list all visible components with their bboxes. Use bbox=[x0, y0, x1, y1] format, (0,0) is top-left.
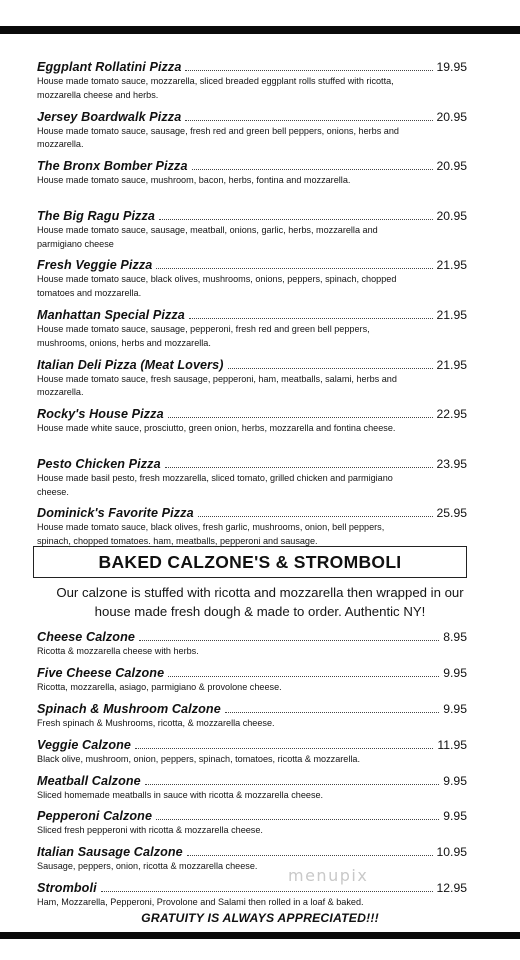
item-name: Cheese Calzone bbox=[37, 630, 135, 644]
item-description: Sausage, peppers, onion, ricotta & mozzarella cheese. bbox=[37, 861, 258, 872]
menu-item bbox=[37, 305, 467, 355]
calzone-list bbox=[37, 627, 467, 914]
menu-item bbox=[37, 355, 467, 405]
dot-leader bbox=[187, 855, 433, 856]
item-price: 20.95 bbox=[436, 109, 467, 124]
item-name: Meatball Calzone bbox=[37, 773, 141, 788]
menu-item bbox=[37, 454, 467, 504]
item-price: 9.95 bbox=[443, 701, 467, 716]
item-description: House made tomato sauce, sausage, meatball, onions, garlic, herbs, mozzarella and parmigiano cheese bbox=[37, 224, 378, 249]
item-name: Manhattan Special Pizza bbox=[37, 307, 185, 322]
item-name: The Big Ragu Pizza bbox=[37, 208, 155, 223]
item-price: 22.95 bbox=[436, 407, 467, 422]
footer-note: GRATUITY IS ALWAYS APPRECIATED!!! bbox=[141, 911, 379, 925]
item-description: House made tomato sauce, sausage, pepperoni, fresh red and green bell peppers, mushrooms, onions, herbs and mozzarella. bbox=[37, 323, 370, 348]
item-price: 11.95 bbox=[437, 737, 467, 752]
item-description: House made tomato sauce, fresh sausage, pepperoni, ham, meatballs, salami, herbs and mozzarella. bbox=[37, 373, 397, 398]
dot-leader bbox=[156, 268, 432, 269]
item-name: The Bronx Bomber Pizza bbox=[37, 159, 188, 174]
item-price: 19.95 bbox=[436, 60, 467, 74]
item-name: Eggplant Rollatini Pizza bbox=[37, 60, 182, 74]
item-description: Ham, Mozzarella, Pepperoni, Provolone and Salami then rolled in a loaf & baked. bbox=[37, 897, 364, 908]
dot-leader bbox=[225, 712, 439, 713]
item-name: Fresh Veggie Pizza bbox=[37, 258, 153, 273]
bottom-border-bar bbox=[0, 932, 520, 939]
item-description: Fresh spinach & Mushrooms, ricotta, & mozzarella cheese. bbox=[37, 717, 275, 728]
item-description: Black olive, mushroom, onion, peppers, spinach, tomatoes, ricotta & mozzarella. bbox=[37, 753, 360, 764]
dot-leader bbox=[156, 819, 439, 820]
dot-leader bbox=[145, 784, 439, 785]
item-name: Veggie Calzone bbox=[37, 737, 132, 752]
pizza-list bbox=[37, 57, 467, 553]
item-name: Rocky's House Pizza bbox=[37, 407, 164, 422]
item-price: 8.95 bbox=[443, 630, 467, 644]
item-description: House made tomato sauce, mozzarella, sliced breaded eggplant rolls stuffed with ricotta, mozzarella cheese and herbs. bbox=[37, 76, 394, 100]
item-description: House made tomato sauce, mushroom, bacon, herbs, fontina and mozzarella. bbox=[37, 175, 351, 186]
item-price: 23.95 bbox=[436, 456, 467, 471]
item-price: 21.95 bbox=[436, 357, 467, 372]
section-intro bbox=[20, 584, 500, 621]
menu-item bbox=[37, 404, 467, 454]
item-name: Dominick's Favorite Pizza bbox=[37, 506, 194, 521]
menu-item bbox=[37, 156, 467, 206]
item-price: 10.95 bbox=[436, 845, 467, 860]
item-price: 21.95 bbox=[436, 307, 467, 322]
item-description: Ricotta, mozzarella, asiago, parmigiano & provolone cheese. bbox=[37, 681, 282, 692]
item-description: Ricotta & mozzarella cheese with herbs. bbox=[37, 646, 199, 656]
item-name: Jersey Boardwalk Pizza bbox=[37, 109, 182, 124]
menu-item bbox=[37, 663, 467, 699]
menu-item bbox=[37, 842, 467, 878]
dot-leader bbox=[189, 318, 433, 319]
menu-item bbox=[37, 806, 467, 842]
item-description: Sliced homemade meatballs in sauce with ricotta & mozzarella cheese. bbox=[37, 789, 324, 800]
item-price: 25.95 bbox=[436, 506, 467, 521]
dot-leader bbox=[135, 748, 433, 749]
item-name: Five Cheese Calzone bbox=[37, 665, 165, 680]
menu-item bbox=[37, 699, 467, 735]
item-price: 12.95 bbox=[436, 881, 467, 896]
intro-line: Our calzone is stuffed with ricotta and mozzarella then wrapped in our bbox=[56, 585, 464, 600]
section-title: BAKED CALZONE'S & STROMBOLI bbox=[98, 551, 402, 572]
menu-item bbox=[37, 255, 467, 305]
item-name: Pepperoni Calzone bbox=[37, 809, 153, 824]
item-price: 9.95 bbox=[443, 773, 467, 788]
menu-item bbox=[37, 878, 467, 914]
item-name: Italian Sausage Calzone bbox=[37, 845, 183, 860]
dot-leader bbox=[192, 169, 433, 170]
dot-leader bbox=[228, 368, 433, 369]
item-price: 9.95 bbox=[443, 665, 467, 680]
menu-item bbox=[37, 206, 467, 256]
menu-item bbox=[37, 771, 467, 807]
item-name: Spinach & Mushroom Calzone bbox=[37, 701, 221, 716]
item-price: 20.95 bbox=[436, 208, 467, 223]
dot-leader bbox=[198, 516, 433, 517]
item-description: House made white sauce, prosciutto, green onion, herbs, mozzarella and fontina cheese. bbox=[37, 423, 396, 434]
dot-leader bbox=[168, 676, 439, 677]
item-description: Sliced fresh pepperoni with ricotta & mozzarella cheese. bbox=[37, 825, 263, 836]
menu-item bbox=[37, 107, 467, 157]
item-price: 9.95 bbox=[443, 809, 467, 824]
menu-item bbox=[37, 57, 467, 107]
section-banner bbox=[33, 546, 467, 578]
item-price: 21.95 bbox=[436, 258, 467, 273]
item-price: 20.95 bbox=[436, 159, 467, 174]
menu-item bbox=[37, 735, 467, 771]
item-name: Pesto Chicken Pizza bbox=[37, 456, 161, 471]
item-description: House made basil pesto, fresh mozzarella, sliced tomato, grilled chicken and parmigiano cheese. bbox=[37, 472, 393, 497]
dot-leader bbox=[101, 891, 433, 892]
item-description: House made tomato sauce, sausage, fresh red and green bell peppers, onions, herbs and mozzarella. bbox=[37, 125, 399, 150]
watermark: menupix bbox=[288, 866, 369, 885]
item-description: House made tomato sauce, black olives, fresh garlic, mushrooms, onion, bell peppers, spinach, chopped tomatoes. ham, meatballs, pepperoni and sausage. bbox=[37, 522, 385, 547]
item-name: Stromboli bbox=[37, 881, 97, 896]
dot-leader bbox=[165, 467, 433, 468]
top-border-bar bbox=[0, 26, 520, 34]
menu-item bbox=[37, 627, 467, 663]
dot-leader bbox=[139, 640, 439, 641]
dot-leader bbox=[168, 417, 433, 418]
dot-leader bbox=[185, 70, 432, 71]
dot-leader bbox=[185, 120, 432, 121]
dot-leader bbox=[159, 219, 433, 220]
item-name: Italian Deli Pizza (Meat Lovers) bbox=[37, 357, 224, 372]
intro-line: house made fresh dough & made to order. Authentic NY! bbox=[94, 603, 426, 619]
item-description: House made tomato sauce, black olives, mushrooms, onions, peppers, spinach, chopped tomatoes and mozzarella. bbox=[37, 274, 397, 299]
